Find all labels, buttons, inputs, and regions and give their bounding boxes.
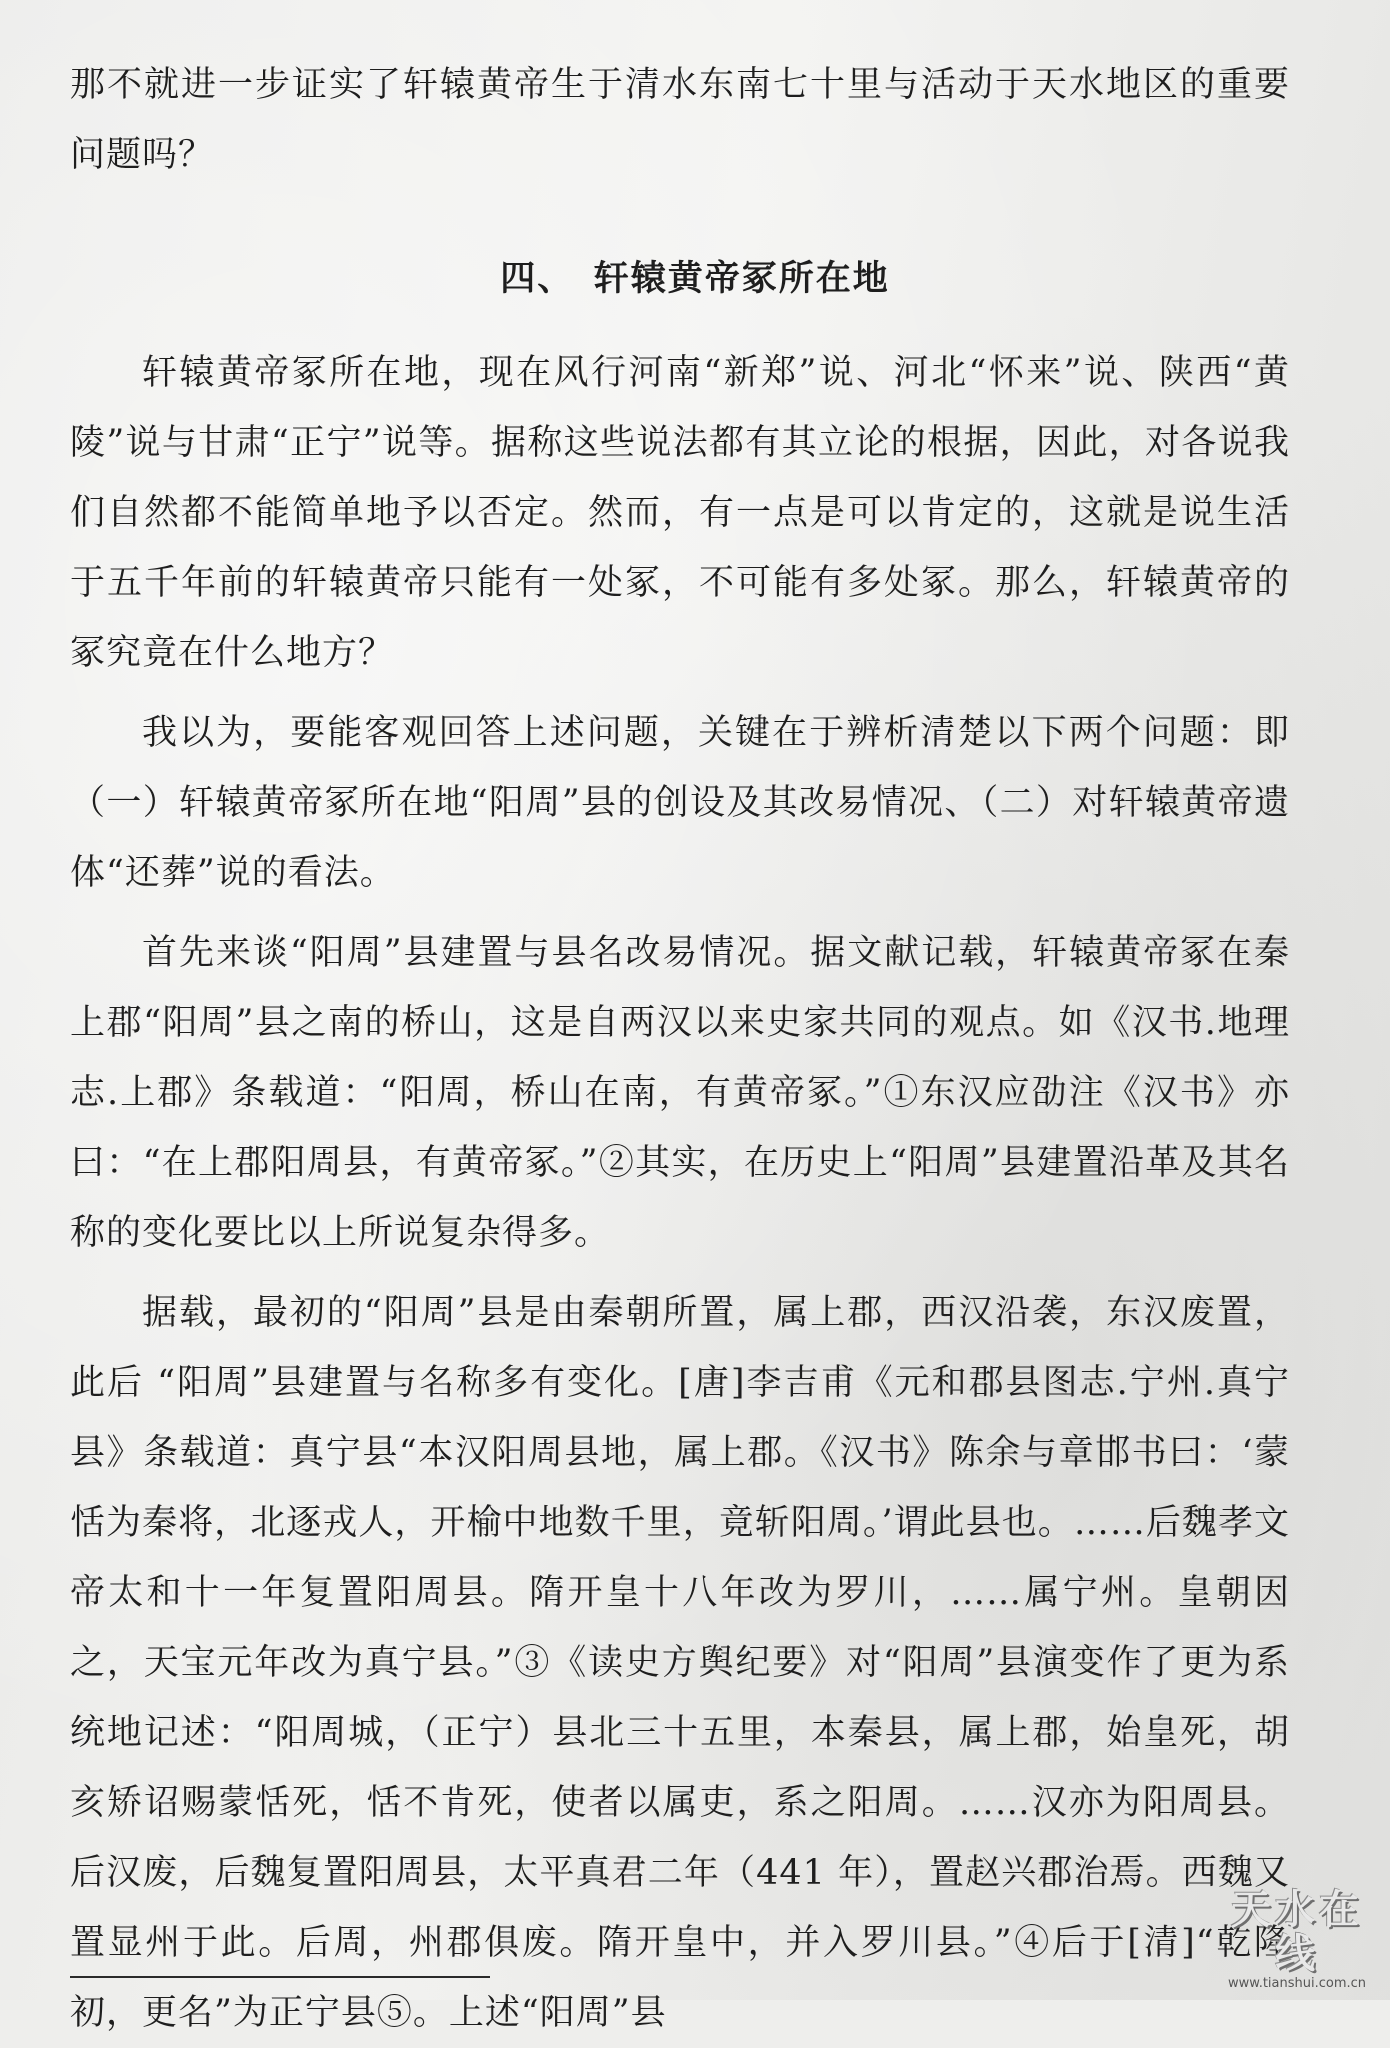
section-heading: 四、 轩辕黄帝冢所在地 — [500, 259, 890, 299]
watermark-logo-text: 天水在线 — [1231, 1887, 1363, 1977]
document-body — [70, 50, 1290, 2048]
footnote-divider — [70, 1976, 490, 1978]
watermark-domain: www.tianshui.com.cn — [1227, 1976, 1367, 1991]
intro-paragraph: 那不就进一步证实了轩辕黄帝生于清水东南七十里与活动于天水地区的重要问题吗？ — [70, 65, 1290, 175]
paragraph-2: 我以为，要能客观回答上述问题，关键在于辨析清楚以下两个问题：即（一）轩辕黄帝冢所在地“阳周”县的创设及其改易情况、（二）对轩辕黄帝遗体“还葬”说的看法。 — [70, 713, 1290, 893]
paragraph-3: 首先来谈“阳周”县建置与县名改易情况。据文献记载，轩辕黄帝冢在秦上郡“阳周”县之南的桥山，这是自两汉以来史家共同的观点。如《汉书.地理志.上郡》条载道：“阳周，桥山在南，有黄帝冢。”①东汉应劭注《汉书》亦曰：“在上郡阳周县，有黄帝冢。”②其实，在历史上“阳周”县建置沿革及其名称的变化要比以上所说复杂得多。 — [70, 933, 1290, 1253]
site-watermark — [1212, 1888, 1382, 1992]
paragraph-1: 轩辕黄帝冢所在地，现在风行河南“新郑”说、河北“怀来”说、陕西“黄陵”说与甘肃“正宁”说等。据称这些说法都有其立论的根据，因此，对各说我们自然都不能简单地予以否定。然而，有一点是可以肯定的，这就是说生活于五千年前的轩辕黄帝只能有一处冢，不可能有多处冢。那么，轩辕黄帝的冢究竟在什么地方？ — [70, 353, 1290, 673]
paragraph-4: 据载，最初的“阳周”县是由秦朝所置，属上郡，西汉沿袭，东汉废置，此后 “阳周”县建置与名称多有变化。[唐]李吉甫《元和郡县图志.宁州.真宁县》条载道：真宁县“本汉阳周县地，属上郡。《汉书》陈余与章邯书曰：‘蒙恬为秦将，北逐戎人，开榆中地数千里，竟斩阳周。’谓此县也。……后魏孝文帝太和十一年复置阳周县。隋开皇十八年改为罗川，……属宁州。皇朝因之，天宝元年改为真宁县。”③《读史方舆纪要》对“阳周”县演变作了更为系统地记述：“阳周城，（正宁）县北三十五里，本秦县，属上郡，始皇死，胡亥矫诏赐蒙恬死，恬不肯死，使者以属吏，系之阳周。……汉亦为阳周县。后汉废，后魏复置阳周县，太平真君二年（441 年），置赵兴郡治焉。西魏又置显州于此。后周，州郡俱废。隋开皇中，并入罗川县。”④后于[清]“乾隆初，更名”为正宁县⑤。上述“阳周”县 — [70, 1293, 1290, 2033]
